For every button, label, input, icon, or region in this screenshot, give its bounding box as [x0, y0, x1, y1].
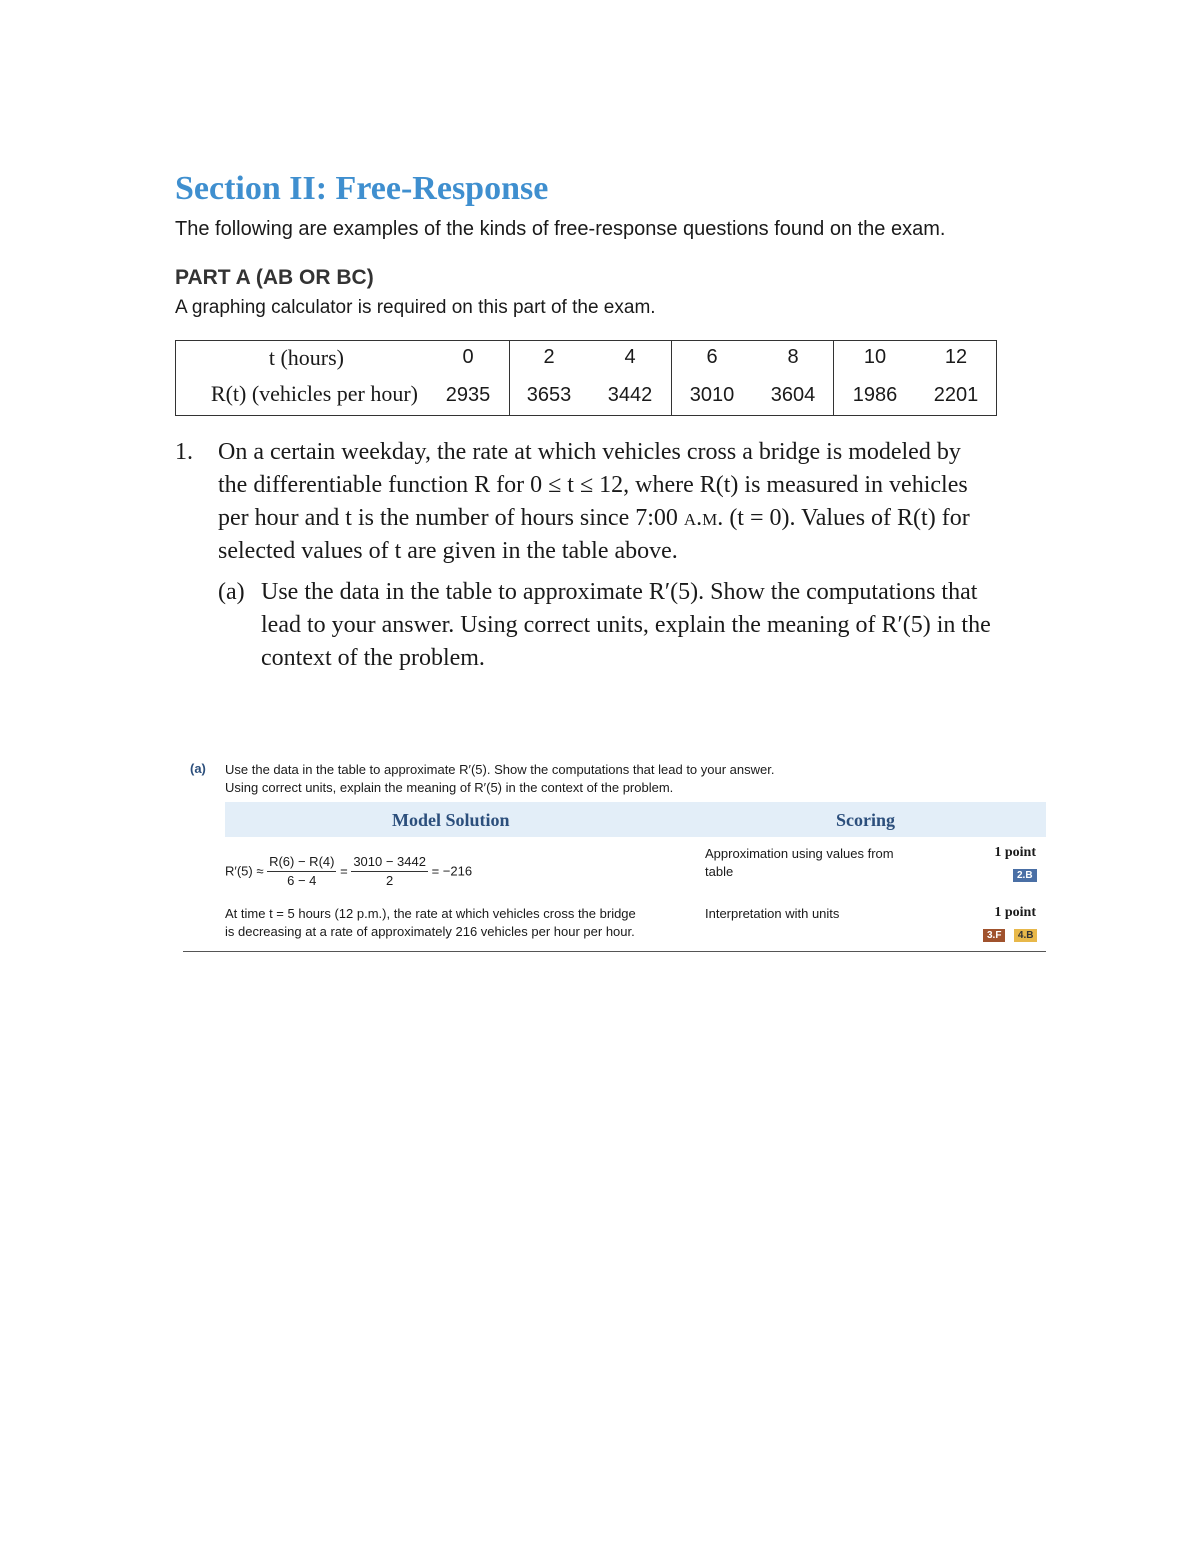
question-part-a-body: Use the data in the table to approximate R′(5). Show the computations that lead to your answer. Using correct units, explain the meaning of R′(5) in the context of the problem. — [261, 579, 991, 671]
table-cell: 2201 — [933, 384, 979, 406]
table-cell: 6 — [706, 346, 718, 368]
header-model-solution: Model Solution — [392, 810, 510, 830]
solution-fraction-2: $\frac{3010 - 3442}{2}$ — [353, 854, 426, 888]
table-cell: 10 — [863, 346, 887, 368]
table-cell: 8 — [787, 346, 799, 368]
point-2: 1 point — [994, 905, 1036, 920]
question-part-a-label: (a) — [218, 579, 245, 605]
table-divider — [509, 341, 510, 415]
table-cell: 3010 — [689, 384, 735, 406]
solution-result: = −216 — [431, 863, 473, 879]
point-1: 1 point — [994, 845, 1036, 860]
part-title: PART A (AB OR BC) — [175, 266, 374, 289]
table-cell: 3604 — [770, 384, 816, 406]
table-cell: 12 — [944, 346, 968, 368]
table-cell: 3653 — [526, 384, 572, 406]
skill-badge-2a: 3.F — [983, 929, 1005, 942]
table-row-label-t: t (hours) — [268, 345, 344, 370]
interpretation-text: At time t = 5 hours (12 p.m.), the rate at which vehicles cross the bridge is decreasing at a rate of approximately 216 vehicles per hour per hour. — [225, 906, 636, 939]
scoring-part-label: (a) — [190, 761, 206, 776]
table-cell: 0 — [462, 346, 474, 368]
solution-lhs: R′(5) ≈ — [225, 863, 264, 879]
criterion-1: Approximation using values from table — [705, 846, 894, 879]
question-body: On a certain weekday, the rate at which vehicles cross a bridge is modeled by the differentiable function R for 0 ≤ t ≤ 12, where R(t) is measured in vehicles per hour and t is the number of hours since 7:00 a.m. (t = 0). Values of R(t) for selected values of t are given in the table above. — [218, 439, 970, 564]
intro-text: The following are examples of the kinds of free-response questions found on the exam. — [175, 218, 946, 240]
section-title: Section II: Free-Response — [175, 170, 549, 207]
table-cell: 4 — [624, 346, 636, 368]
table-cell: 2 — [543, 346, 555, 368]
header-scoring: Scoring — [836, 810, 896, 830]
table-cell: 2935 — [445, 384, 491, 406]
table-cell: 1986 — [852, 384, 898, 406]
question-number: 1. — [175, 439, 193, 465]
criterion-2: Interpretation with units — [705, 906, 840, 921]
data-table — [175, 340, 997, 416]
solution-fraction-1: $\frac{R(6) - R(4)}{6 - 4}$ — [269, 854, 335, 888]
bottom-divider — [183, 951, 1046, 952]
skill-badges-2 — [983, 925, 1037, 943]
skill-badge-2b: 4.B — [1014, 929, 1038, 942]
model-solution-equation: R′(5) ≈ $\frac{R(6) - R(4)}{6 - 4}$ = $\frac{3010 - 3442}{2}$ = −216 — [225, 854, 473, 888]
part-note: A graphing calculator is required on this part of the exam. — [175, 297, 656, 318]
scoring-prompt: Use the data in the table to approximate R′(5). Show the computations that lead to your answer. Using correct units, explain the meaning of R′(5) in the context of the problem. — [225, 762, 775, 795]
skill-badge-1: 2.B — [1013, 865, 1037, 883]
table-divider — [671, 341, 672, 415]
table-row-label-r: R(t) (vehicles per hour) — [210, 381, 418, 406]
table-cell: 3442 — [607, 384, 653, 406]
scoring-header-bar — [225, 802, 1046, 837]
table-divider — [833, 341, 834, 415]
